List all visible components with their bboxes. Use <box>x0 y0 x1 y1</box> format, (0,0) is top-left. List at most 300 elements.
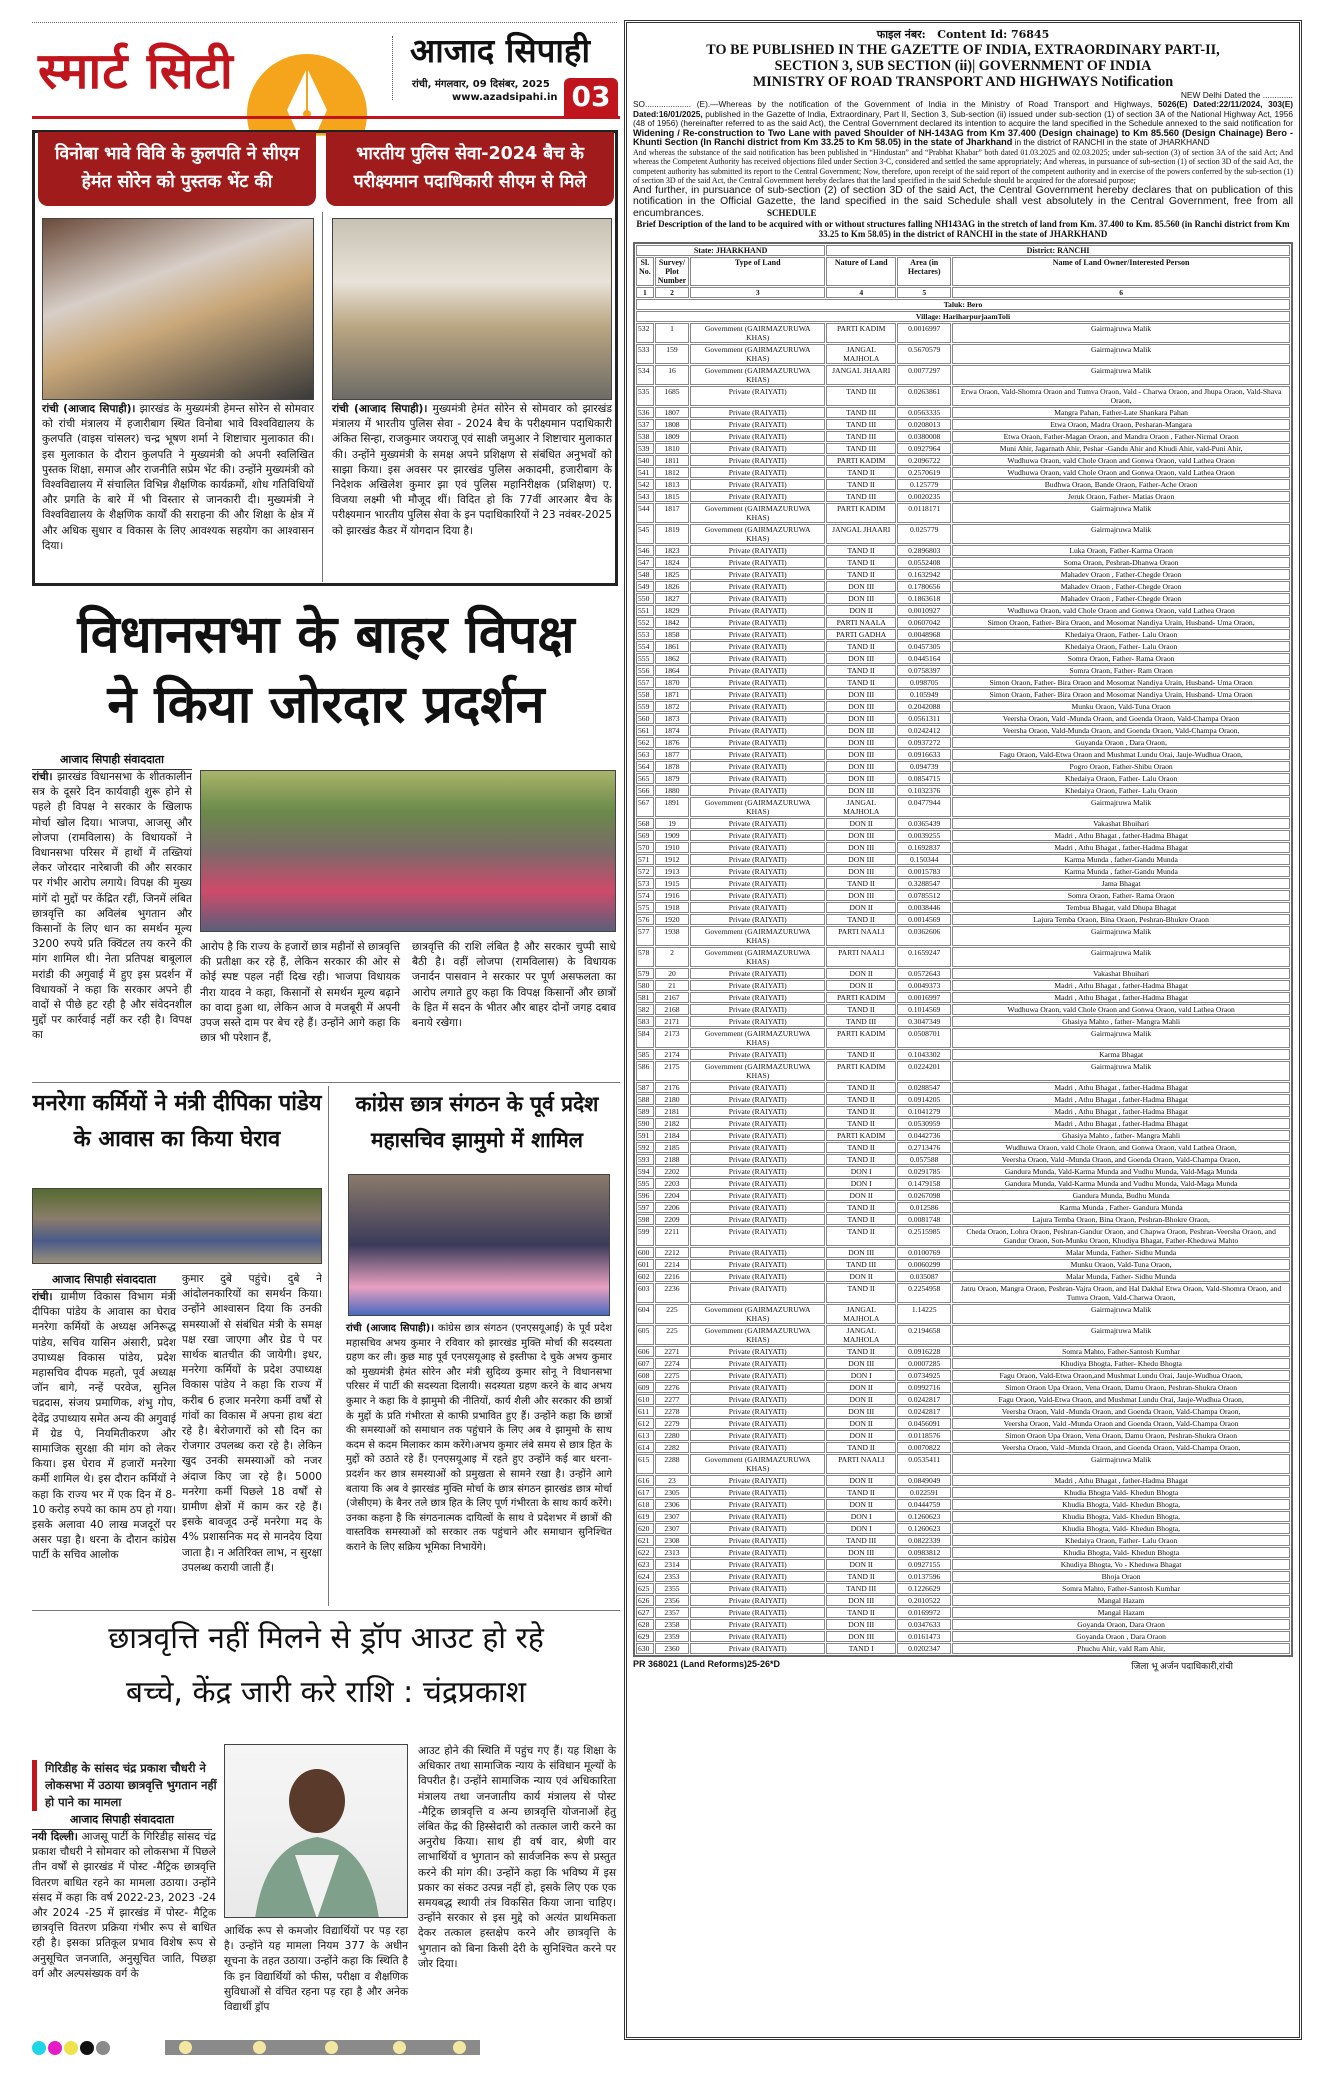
sl-no: 598 <box>636 1214 654 1225</box>
land-nature: TAND II <box>826 545 896 556</box>
land-nature: DON I <box>826 1523 896 1534</box>
sl-no: 628 <box>636 1619 654 1630</box>
sl-no: 578 <box>636 947 654 967</box>
sl-no: 590 <box>636 1118 654 1129</box>
land-type: Private (RAIYATI) <box>690 749 825 760</box>
survey-plot: 2212 <box>655 1247 689 1258</box>
mnrega-headline: मनरेगा कर्मियों ने मंत्री दीपिका पांडेय के आवास का किया घेराव <box>32 1091 322 1152</box>
sl-no: 579 <box>636 968 654 979</box>
land-nature: DON III <box>826 1595 896 1606</box>
area-hectares: 0.025779 <box>897 524 951 544</box>
land-type: Private (RAIYATI) <box>690 605 825 616</box>
sl-no: 561 <box>636 725 654 736</box>
column-number: 3 <box>690 287 825 298</box>
owner-name: Khudiya Bhogta, Father- Khedu Bhogta <box>952 1358 1290 1369</box>
sl-no: 595 <box>636 1178 654 1189</box>
land-nature: DON III <box>826 1547 896 1558</box>
land-nature: JANGAL MAJHOLA <box>826 797 896 817</box>
land-nature: PARTI NAALI <box>826 947 896 967</box>
page-number: 03 <box>564 78 618 116</box>
survey-plot: 1815 <box>655 491 689 502</box>
owner-name: Gairmajruwa Malik <box>952 1454 1290 1474</box>
sl-no: 594 <box>636 1166 654 1177</box>
survey-plot: 1858 <box>655 629 689 640</box>
table-row <box>636 524 1290 544</box>
survey-plot: 1825 <box>655 569 689 580</box>
sl-no: 563 <box>636 749 654 760</box>
sl-no: 534 <box>636 365 654 385</box>
land-nature: DON II <box>826 1271 896 1282</box>
survey-plot: 2305 <box>655 1487 689 1498</box>
owner-name: Erwa Oraon, Vald-Shomra Oraon and Tumva Oraon, Vald - Charwa Oraon, and Jhupa Oraon, Vald-Shava Oraon, <box>952 386 1290 406</box>
table-row <box>636 1082 1290 1093</box>
congress-dateline: रांची (आजाद सिपाही)। <box>346 1323 435 1334</box>
land-type: Private (RAIYATI) <box>690 1619 825 1630</box>
owner-name: Wudhuwa Oraon, vald Chole Oraon and Gonwa Oraon, vald Lathea Oraon <box>952 455 1290 466</box>
owner-name: Mahadev Oraon , Father-Chegde Oraon <box>952 593 1290 604</box>
land-nature: DON II <box>826 1499 896 1510</box>
land-type: Private (RAIYATI) <box>690 713 825 724</box>
land-type: Private (RAIYATI) <box>690 1418 825 1429</box>
owner-name: Vakashat Bhuihari <box>952 968 1290 979</box>
land-nature: DON III <box>826 581 896 592</box>
table-row <box>636 1418 1290 1429</box>
land-type: Private (RAIYATI) <box>690 1535 825 1546</box>
survey-plot: 2175 <box>655 1061 689 1081</box>
area-hectares: 0.3288547 <box>897 878 951 889</box>
survey-plot: 2276 <box>655 1382 689 1393</box>
survey-plot: 1826 <box>655 581 689 592</box>
table-row <box>636 1571 1290 1582</box>
story2-photo <box>332 218 612 400</box>
survey-plot: 1861 <box>655 641 689 652</box>
land-type: Government (GAIRMAZURUWA KHAS) <box>690 1028 825 1048</box>
owner-name: Gairmajruwa Malik <box>952 947 1290 967</box>
land-type: Private (RAIYATI) <box>690 467 825 478</box>
sl-no: 566 <box>636 785 654 796</box>
owner-name: Jeruk Oraon, Father- Matias Oraon <box>952 491 1290 502</box>
land-type: Government (GAIRMAZURUWA KHAS) <box>690 503 825 523</box>
survey-plot: 225 <box>655 1325 689 1345</box>
sl-no: 559 <box>636 701 654 712</box>
congress-text: कांग्रेस छात्र संगठन (एनएसयूआई) के पूर्व प्रदेश महासचिव अभय कुमार ने रविवार को झारखंड मुक्ति मोर्चा की सदस्यता ग्रहण कर ली। कुछ माह पूर्व एनएसयूआइ से इस्तीफा दे चुके अभय कुमार को मुख्यमंत्री हेमंत सोरेन और मंत्री सुदिव्य कुमार सोनू ने विधानसभा परिसर में पार्टी की सदस्यता दिलायी। सदस्यता ग्रहण करने के बाद अभय कुमार ने कहा कि वे झामुमो की नीतियों, कार्य शैली और सरकार की छात्रों के मुद्दों के प्रति गंभीरता से काफी प्रभावित हुए हैं। उन्होंने कहा कि छात्रों की समस्याओं को समाधान तक पहुंचाने के लिए अब वे झामुमो के साथ कदम से कदम मिलाकर काम करेंगे।अभय कुमार लंबे समय से छात्र हित के मुद्दों को उठाते रहे हैं। एनएसयूआइ में रहते हुए उन्होंने कई बार धरना-प्रदर्शन कर छात्र समस्याओं को प्रमुखता से सामने रखा है। उन्होंने आगे बताया कि अब वे झारखंड मुक्ति मोर्चा के छात्र संगठन झारखंड छात्र मोर्चा (जेसीएम) के बैनर तले छात्र हित के लिए पूर्ण गंभीरता के साथ कार्य करेंगे। उनका कहना है कि संगठनात्मक दायित्वों के साथ वे प्रदेशभर में छात्रों की वास्तविक समस्याओं को सरकार तक पहुंचाने और समाधान सुनिश्चित कराने के लिए सक्रिय भूमिका निभायेंगे। <box>346 1323 612 1553</box>
land-type: Government (GAIRMAZURUWA KHAS) <box>690 1061 825 1081</box>
land-type: Private (RAIYATI) <box>690 1247 825 1258</box>
survey-plot: 1 <box>655 323 689 343</box>
survey-plot: 1810 <box>655 443 689 454</box>
area-hectares: 0.0561311 <box>897 713 951 724</box>
survey-plot: 1879 <box>655 773 689 784</box>
table-row <box>636 818 1290 829</box>
table-row <box>636 878 1290 889</box>
sl-no: 607 <box>636 1358 654 1369</box>
owner-name: Khudia Bhogta, Vald- Khedun Bhogta, <box>952 1511 1290 1522</box>
area-hectares: 0.0607042 <box>897 617 951 628</box>
land-nature: DON III <box>826 1631 896 1642</box>
sl-no: 541 <box>636 467 654 478</box>
land-type: Private (RAIYATI) <box>690 902 825 913</box>
survey-plot: 1827 <box>655 593 689 604</box>
land-nature: TAND II <box>826 1142 896 1153</box>
survey-plot: 1824 <box>655 557 689 568</box>
table-row <box>636 1559 1290 1570</box>
table-row <box>636 1382 1290 1393</box>
land-nature: TAND III <box>826 407 896 418</box>
area-hectares: 0.0014569 <box>897 914 951 925</box>
survey-plot: 1915 <box>655 878 689 889</box>
color-bar-dot <box>393 2041 406 2054</box>
land-nature: TAND II <box>826 677 896 688</box>
land-nature: TAND II <box>826 479 896 490</box>
land-nature: TAND III <box>826 1259 896 1270</box>
land-type: Private (RAIYATI) <box>690 569 825 580</box>
area-hectares: 0.0785512 <box>897 890 951 901</box>
sl-no: 581 <box>636 992 654 1003</box>
survey-plot: 2209 <box>655 1214 689 1225</box>
table-row <box>636 1118 1290 1129</box>
scholarship-headline-line2: बच्चे, केंद्र जारी करे राशि : चंद्रप्रकाश <box>125 1675 527 1710</box>
sl-no: 555 <box>636 653 654 664</box>
area-hectares: 0.2096722 <box>897 455 951 466</box>
sl-no: 556 <box>636 665 654 676</box>
survey-plot: 23 <box>655 1475 689 1486</box>
sl-no: 580 <box>636 980 654 991</box>
owner-name: Madri , Athu Bhagat , father-Hadma Bhagat <box>952 1094 1290 1105</box>
land-type: Private (RAIYATI) <box>690 653 825 664</box>
table-row <box>636 641 1290 652</box>
black-mark <box>80 2041 94 2055</box>
land-type: Private (RAIYATI) <box>690 854 825 865</box>
area-hectares: 0.0849049 <box>897 1475 951 1486</box>
land-nature: JANGAL MAJHOLA <box>826 1325 896 1345</box>
table-row <box>636 1370 1290 1381</box>
land-nature: DON III <box>826 1619 896 1630</box>
yellow-mark <box>64 2041 78 2055</box>
table-row <box>636 926 1290 946</box>
survey-plot: 1874 <box>655 725 689 736</box>
sl-no: 618 <box>636 1499 654 1510</box>
mnrega-dateline: रांची। <box>32 1291 53 1303</box>
sl-no: 612 <box>636 1418 654 1429</box>
survey-plot: 19 <box>655 818 689 829</box>
land-nature: TAND III <box>826 1583 896 1594</box>
story1-headline: विनोबा भावे विवि के कुलपति ने सीएम हेमंत सोरेन को पुस्तक भेंट की <box>38 132 316 206</box>
story2-text: मुख्यमंत्री हेमंत सोरेन से सोमवार को झारखंड मंत्रालय में भारतीय पुलिस सेवा - 2024 बैच के परीक्ष्यमान पदाधिकारी अंकित सिन्हा, राजकुमार जयराजू एवं साक्षी जमुआर ने शिष्टाचार मुलाकात की। उन्होंने मुख्यमंत्री के समक्ष अपने प्रशिक्षण से संबंधित अनुभवों को साझा किया। इस अवसर पर झारखंड पुलिस अकादमी, हजारीबाग के निदेशक अखिलेश कुमार झा एवं पुलिस महानिरीक्षक (प्रशिक्षण) ए. विजया लक्ष्मी भी मौजूद थीं। विदित हो कि 77वीं आरआर बैच के परीक्ष्यमान भारतीय पुलिस सेवा के इन पदाधिकारियों ने 23 नवंबर-2025 को झारखंड कैडर में योगदान दिया है। <box>332 403 612 537</box>
sl-no: 557 <box>636 677 654 688</box>
table-row <box>636 479 1290 490</box>
owner-name: Khudiya Bhogta, Vo - Kheduwa Bhagat <box>952 1559 1290 1570</box>
land-nature: PARTI KADIM <box>826 323 896 343</box>
land-type: Private (RAIYATI) <box>690 593 825 604</box>
area-hectares: 0.125779 <box>897 479 951 490</box>
table-row <box>636 1106 1290 1117</box>
sl-no: 591 <box>636 1130 654 1141</box>
area-hectares: 0.0016997 <box>897 323 951 343</box>
land-type: Private (RAIYATI) <box>690 1475 825 1486</box>
column-header: Nature of Land <box>826 257 896 286</box>
survey-plot: 2308 <box>655 1535 689 1546</box>
land-nature: TAND II <box>826 1082 896 1093</box>
land-type: Private (RAIYATI) <box>690 818 825 829</box>
congress-body <box>346 1322 612 1556</box>
owner-name: Fagu Oraon, Vald-Etwa Oraon and Mushmat Lundu Orai, Jauje-Wudhua Oraon, <box>952 749 1290 760</box>
section-title: स्मार्ट सिटी <box>38 42 234 100</box>
area-hectares: 0.0039255 <box>897 830 951 841</box>
table-row <box>636 713 1290 724</box>
owner-name: Gairmajruwa Malik <box>952 323 1290 343</box>
land-nature: PARTI KADIM <box>826 992 896 1003</box>
survey-plot: 2358 <box>655 1619 689 1630</box>
area-hectares: 0.2515985 <box>897 1226 951 1246</box>
section-rule <box>32 1610 620 1611</box>
owner-name: Gairmajruwa Malik <box>952 1028 1290 1048</box>
mp-portrait-photo <box>224 1744 408 1918</box>
land-type: Government (GAIRMAZURUWA KHAS) <box>690 1304 825 1324</box>
table-row <box>636 1346 1290 1357</box>
area-hectares: 0.0535411 <box>897 1454 951 1474</box>
land-type: Private (RAIYATI) <box>690 1370 825 1381</box>
survey-plot: 2214 <box>655 1259 689 1270</box>
land-type: Private (RAIYATI) <box>690 992 825 1003</box>
area-hectares: 0.0224201 <box>897 1061 951 1081</box>
owner-name: Ghasiya Mahto , father- Mangra Mahli <box>952 1016 1290 1027</box>
sl-no: 587 <box>636 1082 654 1093</box>
sl-no: 553 <box>636 629 654 640</box>
main-col3: छात्रवृत्ति की राशि लंबित है और सरकार चुप्पी साधे बैठी है। वहीं लोजपा (रामविलास) के विधायक जनार्दन पासवान ने सरकार पर पूर्ण असफलता का आरोप लगाते हुए कहा कि विपक्ष किसानों और छात्रों के हित में सदन के भीतर और बाहर दोनों जगह दबाव बनाये रखेगा। <box>412 941 616 1030</box>
land-type: Private (RAIYATI) <box>690 1547 825 1558</box>
sl-no: 602 <box>636 1271 654 1282</box>
scholarship-col2: आर्थिक रूप से कमजोर विद्यार्थियों पर पड़ रहा है। उन्होंने यह मामला नियम 377 के अधीन सूचना के तहत उठाया। उन्होंने कहा कि स्थिति है कि इन विद्यार्थियों को फीस, परीक्षा व शैक्षणिक सुविधाओं से वंचित रहना पड़ रहा है और अनेक विद्यार्थी ड्रॉप <box>224 1925 408 2014</box>
area-hectares: 0.0208013 <box>897 419 951 430</box>
land-nature: TAND III <box>826 443 896 454</box>
survey-plot: 2176 <box>655 1082 689 1093</box>
land-type: Private (RAIYATI) <box>690 1082 825 1093</box>
land-type: Private (RAIYATI) <box>690 1442 825 1453</box>
sl-no: 617 <box>636 1487 654 1498</box>
owner-name: Madri , Athu Bhagat , father-Hadma Bhagat <box>952 1118 1290 1129</box>
survey-plot: 2282 <box>655 1442 689 1453</box>
sl-no: 551 <box>636 605 654 616</box>
table-row <box>636 947 1290 967</box>
land-type: Private (RAIYATI) <box>690 1487 825 1498</box>
land-type: Private (RAIYATI) <box>690 1406 825 1417</box>
owner-name: Wudhuwa Oraon, vald Chole Oraon, and Gonwa Oraon, vald Lathea Oraon, <box>952 1142 1290 1153</box>
area-hectares: 0.0380008 <box>897 431 951 442</box>
land-nature: TAND III <box>826 431 896 442</box>
owner-name: Madri , Athu Bhagat , father-Hadma Bhagat <box>952 830 1290 841</box>
owner-name: Wudhuwa Oraon, vald Chole Oraon and Gonwa Oraon, vald Lathea Oraon <box>952 1004 1290 1015</box>
area-hectares: 0.150344 <box>897 854 951 865</box>
area-hectares: 0.2570619 <box>897 467 951 478</box>
area-hectares: 0.094739 <box>897 761 951 772</box>
sl-no: 572 <box>636 866 654 877</box>
survey-plot: 16 <box>655 365 689 385</box>
owner-name: Munku Oraon, Vald-Tuna Oraon <box>952 701 1290 712</box>
column-header-row <box>636 257 1290 286</box>
land-type: Private (RAIYATI) <box>690 980 825 991</box>
land-type: Private (RAIYATI) <box>690 677 825 688</box>
land-type: Private (RAIYATI) <box>690 773 825 784</box>
land-type: Private (RAIYATI) <box>690 1094 825 1105</box>
survey-plot: 1819 <box>655 524 689 544</box>
land-type: Private (RAIYATI) <box>690 557 825 568</box>
table-row <box>636 1487 1290 1498</box>
owner-name: Khedaiya Oraon, Father- Lalu Oraon <box>952 773 1290 784</box>
owner-name: Cheda Oraon, Lohra Oraon, Peshran-Gandur Oraon, and Chapwa Oraon, Peshran-Veersha Oraon, and Gandur Oraon, Son-Munku Oraon, Khudiya Bhagat, Father-Kheduwa Mahto <box>952 1226 1290 1246</box>
survey-plot: 1872 <box>655 701 689 712</box>
para1-text: SO.................... (E).—Whereas by the notification of the Government of India in the Ministry of Road Transport and Highways, <box>633 99 1158 109</box>
area-hectares: 0.0734925 <box>897 1370 951 1381</box>
area-hectares: 0.0508701 <box>897 1028 951 1048</box>
land-nature: TAND I <box>826 1643 896 1654</box>
survey-plot: 159 <box>655 344 689 364</box>
column-header: Type of Land <box>690 257 825 286</box>
sl-no: 606 <box>636 1346 654 1357</box>
land-nature: TAND II <box>826 641 896 652</box>
sl-no: 565 <box>636 773 654 784</box>
area-hectares: 0.1043302 <box>897 1049 951 1060</box>
owner-name: Lajura Temba Oraon, Bina Oraon, Peshran-Bhukre Oraon <box>952 914 1290 925</box>
land-nature: DON III <box>826 773 896 784</box>
main-col2: आरोप है कि राज्य के हजारों छात्र महीनों से छात्रवृत्ति की प्रतीक्षा कर रहे हैं, लेकिन सरकार की ओर से कोई स्पष्ट पहल नहीं दिख रही। भाजपा विधायक नीरा यादव ने कहा, किसानों से समर्थन मूल्य बढ़ाने का वादा हुआ था, लेकिन आज वे मजबूरी में अपनी उपज सस्ते दाम पर बेच रहे हैं। उन्होंने आगे कहा कि छात्र भी परेशान हैं, <box>200 941 400 1045</box>
survey-plot: 20 <box>655 968 689 979</box>
survey-plot: 2202 <box>655 1166 689 1177</box>
scholarship-dateline: नयी दिल्ली। <box>32 1831 78 1843</box>
sl-no: 562 <box>636 737 654 748</box>
sl-no: 543 <box>636 491 654 502</box>
land-type: Private (RAIYATI) <box>690 617 825 628</box>
land-nature: JANGAL JHAARI <box>826 524 896 544</box>
survey-plot: 2216 <box>655 1271 689 1282</box>
survey-plot: 2277 <box>655 1394 689 1405</box>
land-type: Private (RAIYATI) <box>690 1583 825 1594</box>
table-row <box>636 629 1290 640</box>
owner-name: Gairmajruwa Malik <box>952 1325 1290 1345</box>
table-row <box>636 1130 1290 1141</box>
sl-no: 624 <box>636 1571 654 1582</box>
land-schedule-table <box>633 242 1293 1657</box>
table-row <box>636 914 1290 925</box>
owner-name: Khedaiya Oraon, Father- Lalu Oraon <box>952 785 1290 796</box>
land-type: Private (RAIYATI) <box>690 1118 825 1129</box>
sl-no: 604 <box>636 1304 654 1324</box>
sl-no: 564 <box>636 761 654 772</box>
survey-plot: 2211 <box>655 1226 689 1246</box>
sl-no: 536 <box>636 407 654 418</box>
sl-no: 601 <box>636 1259 654 1270</box>
table-row <box>636 1004 1290 1015</box>
column-divider <box>328 1086 329 1606</box>
table-row <box>636 455 1290 466</box>
land-type: Private (RAIYATI) <box>690 842 825 853</box>
sl-no: 535 <box>636 386 654 406</box>
table-row <box>636 677 1290 688</box>
main-col1 <box>32 770 192 1082</box>
owner-name: Vakashat Bhuihari <box>952 818 1290 829</box>
paper-name: आजाद सिपाही <box>410 31 590 70</box>
area-hectares: 0.0563335 <box>897 407 951 418</box>
land-type: Private (RAIYATI) <box>690 1004 825 1015</box>
survey-plot: 1880 <box>655 785 689 796</box>
survey-plot: 2203 <box>655 1178 689 1189</box>
owner-name: Veersha Oraon, Vald -Munda Oraon, and Goenda Oraon, Vald-Champa Oraon, <box>952 1442 1290 1453</box>
land-type: Government (GAIRMAZURUWA KHAS) <box>690 524 825 544</box>
land-nature: DON II <box>826 968 896 979</box>
notice-para2: And whereas the substance of the said notification has been published in “Hindustan” and “Prabhat Khabar” both dated 01.03.2025 and 02.03.2025; under sub-section (3) of section 3A of the said Act; And whereas the Competent Authority has received objections filed under Section 3-C, considered and settled the same appropriately; And whereas, in pursuance of sub-section (1) of section 3D of the said Act, the competent authority has submitted its report to the Central Government; Now, therefore, upon receipt of the said report of the competent authority and in exercise of the powers conferred by the sub-section (1) of section 3D of the said Act, the Central Government hereby declares that the land specified in the said Schedule should be acquired for the aforesaid purpose; <box>633 147 1293 185</box>
land-type: Private (RAIYATI) <box>690 878 825 889</box>
column-number: 4 <box>826 287 896 298</box>
survey-plot: 1912 <box>655 854 689 865</box>
area-hectares: 0.3047349 <box>897 1016 951 1027</box>
area-hectares: 0.0927155 <box>897 1559 951 1570</box>
sl-no: 582 <box>636 1004 654 1015</box>
area-hectares: 0.0457305 <box>897 641 951 652</box>
land-nature: TAND II <box>826 1004 896 1015</box>
story1-body <box>42 402 314 554</box>
table-row <box>636 1643 1290 1654</box>
survey-plot: 2182 <box>655 1118 689 1129</box>
land-nature: TAND II <box>826 1571 896 1582</box>
owner-name: Madri , Athu Bhagat , father-Hadma Bhagat <box>952 1082 1290 1093</box>
land-type: Private (RAIYATI) <box>690 1049 825 1060</box>
table-row <box>636 1325 1290 1345</box>
survey-plot: 21 <box>655 980 689 991</box>
land-nature: DON I <box>826 1166 896 1177</box>
land-nature: JANGAL MAJHOLA <box>826 344 896 364</box>
area-hectares: 0.0445164 <box>897 653 951 664</box>
sl-no: 570 <box>636 842 654 853</box>
survey-plot: 1918 <box>655 902 689 913</box>
sl-no: 550 <box>636 593 654 604</box>
land-nature: DON II <box>826 1559 896 1570</box>
survey-plot: 2280 <box>655 1430 689 1441</box>
survey-plot: 1877 <box>655 749 689 760</box>
survey-plot: 2307 <box>655 1511 689 1522</box>
land-type: Private (RAIYATI) <box>690 1271 825 1282</box>
main-col1-text: झारखंड विधानसभा के शीतकालीन सत्र के दूसरे दिन कार्यवाही शुरू होने से पहले ही विपक्ष ने सरकार के खिलाफ मोर्चा खोल दिया। भाजपा, आजसू और लोजपा (रामविलास) के विधायकों ने विधानसभा परिसर में हाथों में तख्तियां लेकर जोरदार नारेबाजी की और सरकार पर गंभीर आरोप लगाये। विपक्ष की मुख्य मांगें दो मुद्दों पर केंद्रित रहीं, जिनमें लंबित छात्रवृत्ति का अविलंब भुगतान और किसानों के लिए धान का समर्थन मूल्य 3200 रुपये प्रति क्विंटल तय करने की मांग शामिल थी। नेता प्रतिपक्ष बाबूलाल मरांडी की अगुवाई में हुए इस प्रदर्शन में विधायकों ने कहा कि सरकार अपने ही वादों से पीछे हट रही है और संवेदनशील मुद्दों पर कार्रवाई नहीं कर रही है। विपक्ष का <box>32 771 192 1042</box>
table-row <box>636 701 1290 712</box>
table-row <box>636 1304 1290 1324</box>
main-headline <box>32 600 620 740</box>
survey-plot: 1864 <box>655 665 689 676</box>
congress-headline: कांग्रेस छात्र संगठन के पूर्व प्रदेश महासचिव झामुमो में शामिल <box>355 1092 599 1152</box>
survey-plot: 1808 <box>655 419 689 430</box>
area-hectares: 0.098705 <box>897 677 951 688</box>
table-row <box>636 1406 1290 1417</box>
land-nature: DON II <box>826 605 896 616</box>
land-type: Private (RAIYATI) <box>690 479 825 490</box>
table-row <box>636 1430 1290 1441</box>
land-type: Private (RAIYATI) <box>690 1283 825 1303</box>
land-nature: TAND II <box>826 1094 896 1105</box>
land-nature: DON III <box>826 866 896 877</box>
owner-name: Munku Oraon, Vald-Tuna Oraon, <box>952 1259 1290 1270</box>
survey-plot: 1685 <box>655 386 689 406</box>
land-nature: DON III <box>826 785 896 796</box>
land-nature: DON II <box>826 902 896 913</box>
land-nature: DON III <box>826 713 896 724</box>
owner-name: Somra Mahto, Father-Santosh Kumhar <box>952 1583 1290 1594</box>
area-hectares: 0.0007285 <box>897 1358 951 1369</box>
area-hectares: 0.1479158 <box>897 1178 951 1189</box>
website-link[interactable]: www.azadsipahi.in <box>452 92 558 103</box>
area-hectares: 0.2042088 <box>897 701 951 712</box>
area-hectares: 0.0118171 <box>897 503 951 523</box>
table-row <box>636 902 1290 913</box>
column-number: 5 <box>897 287 951 298</box>
land-type: Government (GAIRMAZURUWA KHAS) <box>690 797 825 817</box>
land-type: Government (GAIRMAZURUWA KHAS) <box>690 344 825 364</box>
